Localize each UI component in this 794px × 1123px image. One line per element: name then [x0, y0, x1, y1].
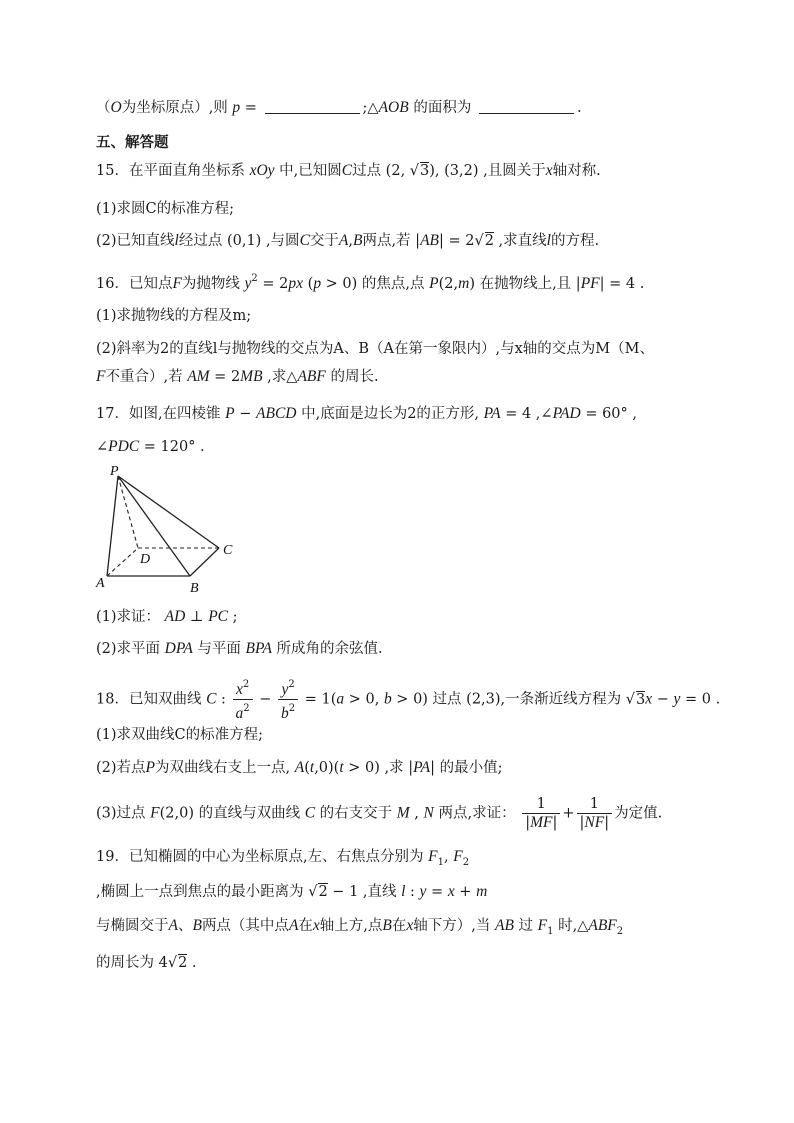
problem-19-stem-2: ,椭圆上一点到焦点的最小距离为 √2 − 1 ,直线 l : y = x + m [96, 883, 488, 900]
problem-17-part-1: (1)求证： AD ⊥ PC ; [96, 608, 238, 625]
problem-17-part-2: (2)求平面 DPA 与平面 BPA 所成角的余弦值. [96, 640, 383, 657]
problem-16-part-1: (1)求抛物线的方程及m; [96, 308, 252, 324]
label-B: B [190, 581, 199, 592]
problem-18-part-1: (1)求双曲线C的标准方程; [96, 727, 264, 743]
problem-19-stem: 19．已知椭圆的中心为坐标原点,左、右焦点分别为 $F_1$, $F_2$ [96, 848, 470, 868]
label-A: A [96, 576, 105, 591]
problem-15-part-2: (2)已知直线l经过点 (0,1) ,与圆C交于A,B两点,若 |AB| = 2√2 ,求直线l的方程. [96, 232, 600, 249]
problem-17-stem: 17．如图,在四棱锥 P − ABCD 中,底面是边长为2的正方形, PA = 4 ,∠PAD = 60° , [96, 405, 638, 422]
label-P: P [110, 464, 119, 479]
label-C: C [223, 543, 233, 558]
problem-19-stem-4: 的周长为 4√2 . [96, 955, 197, 971]
problem-15-stem: 15．在平面直角坐标系 xOy 中,已知圆C过点 (2, √3), (3,2) ,且圆关于x轴对称. [96, 162, 601, 179]
problem-19-stem-3: 与椭圆交于A、B两点（其中点A在x轴上方,点B在x轴下方）,当 AB 过 $F_1$ 时$,\triangle ABF_2$ [96, 917, 624, 937]
problem-16-stem: 16．已知点F为抛物线 $y^2 = 2px$ (p > 0) 的焦点,点 P(2,m) 在抛物线上,且 |PF| = 4 . [96, 273, 645, 292]
problem-15-part-1: (1)求圆C的标准方程; [96, 201, 235, 217]
label-D: D [140, 552, 151, 567]
problem-14-continuation: （O为坐标原点）,则 p = ;△AOB 的面积为 . [96, 99, 582, 116]
problem-17-stem-cont: ∠PDC = 120° . [96, 438, 205, 455]
answer-blank-area[interactable] [479, 99, 574, 114]
problem-18-part-3: (3)过点 F(2,0) 的直线与双曲线 C 的右支交于 M , N 两点,求证： $\frac{1}{|MF|}$ + $\frac{1}{|NF|}$ 为定值. [96, 796, 663, 831]
problem-16-part-2a: (2)斜率为2的直线l与抛物线的交点为A、B（A在第一象限内）,与x轴的交点为M（M、 [96, 341, 654, 357]
problem-18-stem: 18．已知双曲线 C : $\frac{x^2}{a^2}$ − $\frac{y^2}{b^2}$ = 1(a > 0, b > 0) 过点 (2,3),一条渐近线方程为 √3x − y = 0 . [96, 676, 720, 723]
section-heading: 五、解答题 [96, 135, 169, 151]
answer-blank-p[interactable] [265, 99, 360, 114]
problem-18-part-2: (2)若点P为双曲线右支上一点, A(t,0)(t > 0) ,求 |PA| 的最小值; [96, 759, 503, 776]
problem-16-part-2b: F不重合）,若 AM = 2MB ,求△ABF 的周长. [96, 368, 379, 385]
pyramid-figure [92, 462, 242, 592]
